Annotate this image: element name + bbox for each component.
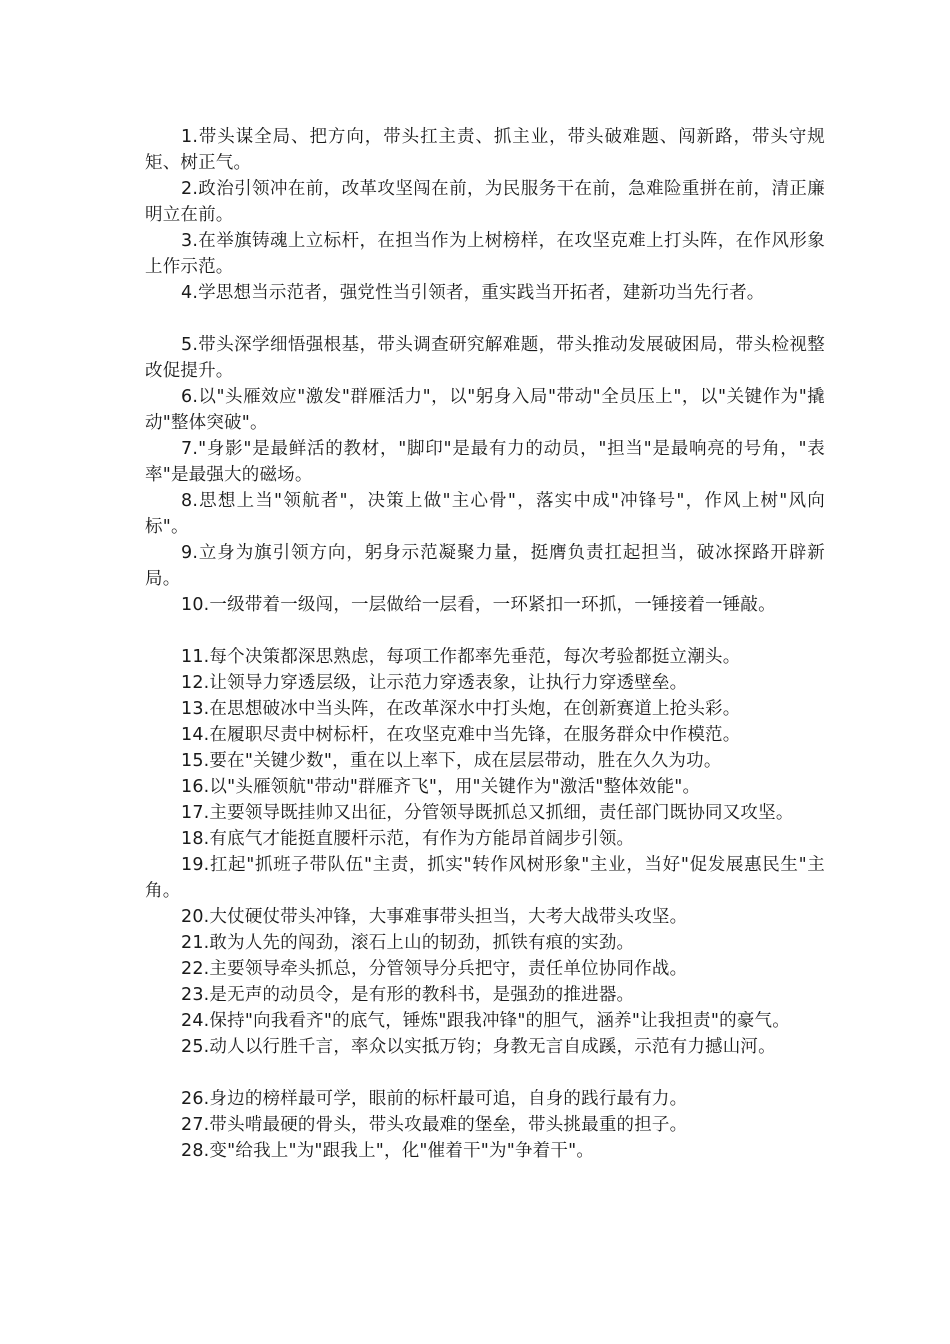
paragraph-4: 4.学思想当示范者，强党性当引领者，重实践当开拓者，建新功当先行者。 [181, 283, 765, 303]
paragraph-26: 26.身边的榜样最可学，眼前的标杆最可追，自身的践行最有力。 [181, 1089, 688, 1109]
paragraph-9: 9.立身为旗引领方向，躬身示范凝聚力量，挺膺负责扛起担当，破冰探路开辟新局。 [145, 543, 825, 589]
paragraph-3: 3.在举旗铸魂上立标杆，在担当作为上树榜样，在攻坚克难上打头阵，在作风形象上作示范。 [145, 231, 825, 277]
paragraph-13: 13.在思想破冰中当头阵，在改革深水中打头炮，在创新赛道上抢头彩。 [181, 699, 741, 719]
paragraph-14: 14.在履职尽责中树标杆，在攻坚克难中当先锋，在服务群众中作模范。 [181, 725, 741, 745]
paragraph-10: 10.一级带着一级闯，一层做给一层看，一环紧扣一环抓，一锤接着一锤敲。 [181, 595, 776, 615]
paragraph-1: 1.带头谋全局、把方向，带头扛主责、抓主业，带头破难题、闯新路，带头守规矩、树正气。 [145, 127, 825, 173]
paragraph-2: 2.政治引领冲在前，改革攻坚闯在前，为民服务干在前，急难险重拼在前，清正廉明立在前。 [145, 179, 825, 225]
paragraph-5: 5.带头深学细悟强根基，带头调查研究解难题，带头推动发展破困局，带头检视整改促提升。 [145, 335, 825, 381]
paragraph-18: 18.有底气才能挺直腰杆示范，有作为方能昂首阔步引领。 [181, 829, 635, 849]
paragraph-27: 27.带头啃最硬的骨头，带头攻最难的堡垒，带头挑最重的担子。 [181, 1115, 688, 1135]
paragraph-22: 22.主要领导牵头抓总，分管领导分兵把守，责任单位协同作战。 [181, 959, 688, 979]
paragraph-24: 24.保持"向我看齐"的底气，锤炼"跟我冲锋"的胆气，涵养"让我担责"的豪气。 [181, 1011, 790, 1031]
paragraph-11: 11.每个决策都深思熟虑，每项工作都率先垂范，每次考验都挺立潮头。 [181, 647, 741, 667]
paragraph-6: 6.以"头雁效应"激发"群雁活力"，以"躬身入局"带动"全员压上"，以"关键作为"撬动"整体突破"。 [145, 387, 825, 433]
paragraph-25: 25.动人以行胜千言，率众以实抵万钧；身教无言自成蹊，示范有力撼山河。 [181, 1037, 776, 1057]
paragraph-21: 21.敢为人先的闯劲，滚石上山的韧劲，抓铁有痕的实劲。 [181, 933, 635, 953]
paragraph-15: 15.要在"关键少数"，重在以上率下，成在层层带动，胜在久久为功。 [181, 751, 722, 771]
paragraph-19: 19.扛起"抓班子带队伍"主责，抓实"转作风树形象"主业，当好"促发展惠民生"主角。 [145, 855, 825, 901]
paragraph-12: 12.让领导力穿透层级，让示范力穿透表象，让执行力穿透壁垒。 [181, 673, 688, 693]
paragraph-17: 17.主要领导既挂帅又出征，分管领导既抓总又抓细，责任部门既协同又攻坚。 [181, 803, 794, 823]
paragraph-20: 20.大仗硬仗带头冲锋，大事难事带头担当，大考大战带头攻坚。 [181, 907, 688, 927]
paragraph-8: 8.思想上当"领航者"，决策上做"主心骨"，落实中成"冲锋号"，作风上树"风向标"。 [145, 491, 825, 537]
document-body [145, 124, 825, 1164]
paragraph-28: 28.变"给我上"为"跟我上"，化"催着干"为"争着干"。 [181, 1141, 595, 1161]
paragraph-16: 16.以"头雁领航"带动"群雁齐飞"，用"关键作为"激活"整体效能"。 [181, 777, 701, 797]
paragraph-23: 23.是无声的动员令，是有形的教科书，是强劲的推进器。 [181, 985, 635, 1005]
paragraph-7: 7."身影"是最鲜活的教材，"脚印"是最有力的动员，"担当"是最响亮的号角，"表率"是最强大的磁场。 [145, 439, 825, 485]
